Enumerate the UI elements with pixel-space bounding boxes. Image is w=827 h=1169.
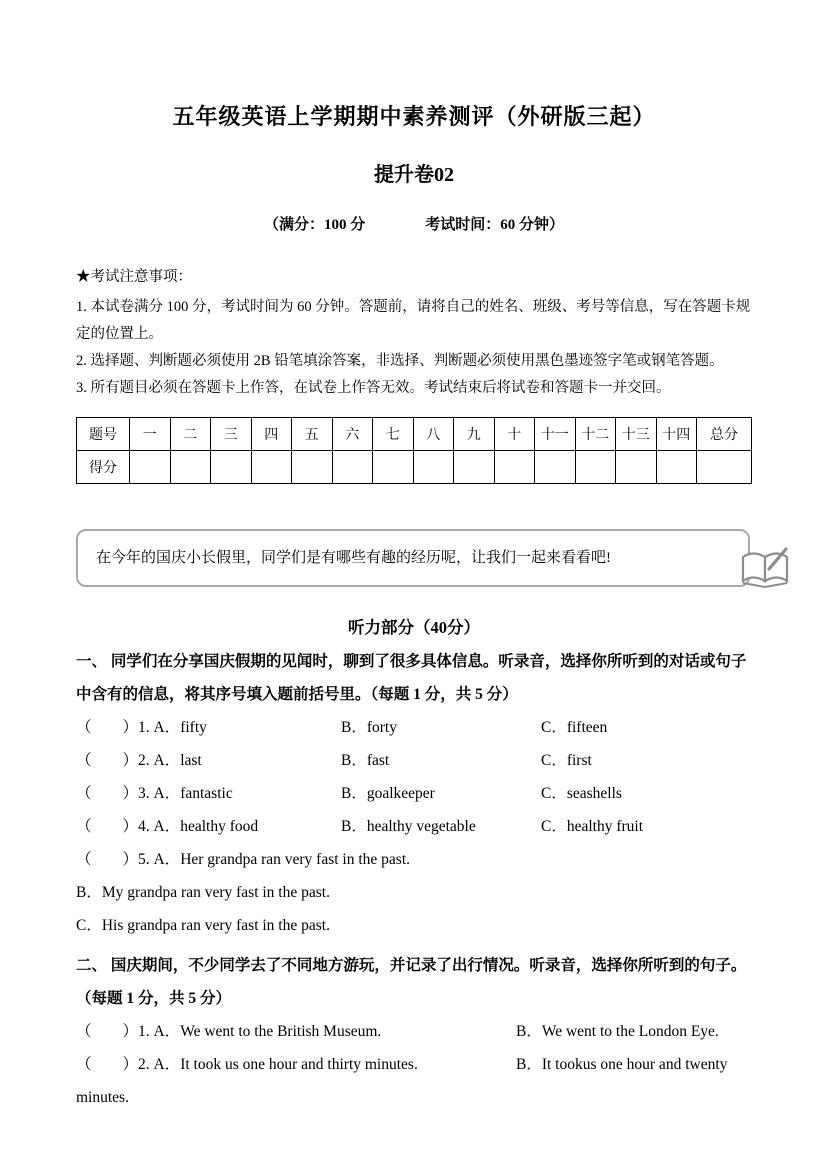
score-header-cell: 三 bbox=[211, 418, 252, 451]
score-table-score-row bbox=[77, 451, 752, 484]
score-header-cell: 十二 bbox=[575, 418, 616, 451]
question-row-3 bbox=[76, 777, 752, 810]
score-header-cell: 十一 bbox=[535, 418, 576, 451]
score-table bbox=[76, 417, 752, 484]
score-header-cell: 一 bbox=[130, 418, 171, 451]
option-b: B．forty bbox=[341, 719, 397, 736]
book-pencil-icon bbox=[738, 545, 794, 599]
score-input-cell bbox=[130, 451, 171, 484]
notes-heading: ★考试注意事项： bbox=[76, 269, 192, 285]
option-a: （ ）3. A．fantastic bbox=[76, 785, 233, 802]
question-row-2 bbox=[76, 1048, 752, 1081]
option-c: C．healthy fruit bbox=[541, 818, 644, 835]
option-a: （ ）2. A．It took us one hour and thirty minutes. bbox=[76, 1056, 418, 1073]
score-input-cell bbox=[251, 451, 292, 484]
score-row-label: 得分 bbox=[77, 451, 130, 484]
score-header-cell: 四 bbox=[251, 418, 292, 451]
score-input-cell bbox=[373, 451, 414, 484]
option-a: （ ）2. A．last bbox=[76, 752, 202, 769]
score-input-cell bbox=[494, 451, 535, 484]
option-b: B．goalkeeper bbox=[341, 785, 435, 802]
score-header-cell: 九 bbox=[454, 418, 495, 451]
score-header-cell: 七 bbox=[373, 418, 414, 451]
option-b: B．fast bbox=[341, 752, 390, 769]
listening-part-heading: 听力部分（40分） bbox=[348, 618, 480, 637]
exam-notes bbox=[76, 264, 752, 402]
note-item-2: 2. 选择题、判断题必须使用 2B 铅笔填涂答案，非选择、判断题必须使用黑色墨迹签字笔或钢笔答题。 bbox=[76, 353, 724, 369]
page-title: 五年级英语上学期期中素养测评（外研版三起） bbox=[172, 104, 656, 129]
note-item-1: 1. 本试卷满分 100 分，考试时间为 60 分钟。答题前，请将自己的姓名、班级、考号等信息，写在答题卡规定的位置上。 bbox=[76, 299, 751, 342]
question-row-2 bbox=[76, 744, 752, 777]
option-b-continuation: minutes. bbox=[76, 1089, 129, 1106]
question-row-1 bbox=[76, 711, 752, 744]
question-5-option-b: B．My grandpa ran very fast in the past. bbox=[76, 884, 330, 901]
option-a: （ ）1. A．fifty bbox=[76, 719, 207, 736]
section1-title: 一、 同学们在分享国庆假期的见闻时，聊到了很多具体信息。听录音，选择你所听到的对话或句子中含有的信息，将其序号填入题前括号里。（每题 1 分，共 5 分） bbox=[76, 653, 747, 703]
score-input-cell bbox=[454, 451, 495, 484]
option-a: （ ）1. A．We went to the British Museum. bbox=[76, 1023, 382, 1040]
score-header-cell: 题号 bbox=[77, 418, 130, 451]
option-c: C．fifteen bbox=[541, 719, 608, 736]
score-header-cell: 八 bbox=[413, 418, 454, 451]
option-c: C．seashells bbox=[541, 785, 622, 802]
score-header-cell: 五 bbox=[292, 418, 333, 451]
score-input-cell bbox=[211, 451, 252, 484]
score-header-cell: 十四 bbox=[656, 418, 697, 451]
question-5-option-c: C．His grandpa ran very fast in the past. bbox=[76, 917, 330, 934]
score-input-cell bbox=[616, 451, 657, 484]
section2-title: 二、 国庆期间，不少同学去了不同地方游玩，并记录了出行情况。听录音，选择你所听到的句子。（每题 1 分，共 5 分） bbox=[76, 957, 747, 1007]
option-b: B．It tookus one hour and twenty bbox=[516, 1056, 728, 1073]
option-b: B．We went to the London Eye. bbox=[516, 1023, 719, 1040]
intro-text: 在今年的国庆小长假里，同学们是有哪些有趣的经历呢，让我们一起来看看吧! bbox=[96, 550, 611, 566]
question-row-4 bbox=[76, 810, 752, 843]
option-c: C．first bbox=[541, 752, 592, 769]
intro-box bbox=[76, 529, 750, 587]
score-input-cell bbox=[170, 451, 211, 484]
note-item-3: 3. 所有题目必须在答题卡上作答，在试卷上作答无效。考试结束后将试卷和答题卡一并交回。 bbox=[76, 380, 671, 396]
score-header-cell: 总分 bbox=[697, 418, 752, 451]
score-input-cell bbox=[575, 451, 616, 484]
question-5-option-a: （ ）5. A．Her grandpa ran very fast in the past. bbox=[76, 851, 411, 868]
score-table-header-row bbox=[77, 418, 752, 451]
score-input-cell bbox=[413, 451, 454, 484]
score-input-cell bbox=[656, 451, 697, 484]
score-header-cell: 十三 bbox=[616, 418, 657, 451]
option-b: B．healthy vegetable bbox=[341, 818, 476, 835]
question-row-1 bbox=[76, 1015, 752, 1048]
score-header-cell: 二 bbox=[170, 418, 211, 451]
score-input-cell bbox=[332, 451, 373, 484]
score-input-cell bbox=[697, 451, 752, 484]
score-header-cell: 六 bbox=[332, 418, 373, 451]
score-input-cell bbox=[535, 451, 576, 484]
option-a: （ ）4. A．healthy food bbox=[76, 818, 259, 835]
exam-meta: （满分：100 分 考试时间：60 分钟） bbox=[263, 217, 564, 233]
page-subtitle: 提升卷02 bbox=[374, 164, 454, 186]
score-header-cell: 十 bbox=[494, 418, 535, 451]
score-input-cell bbox=[292, 451, 333, 484]
